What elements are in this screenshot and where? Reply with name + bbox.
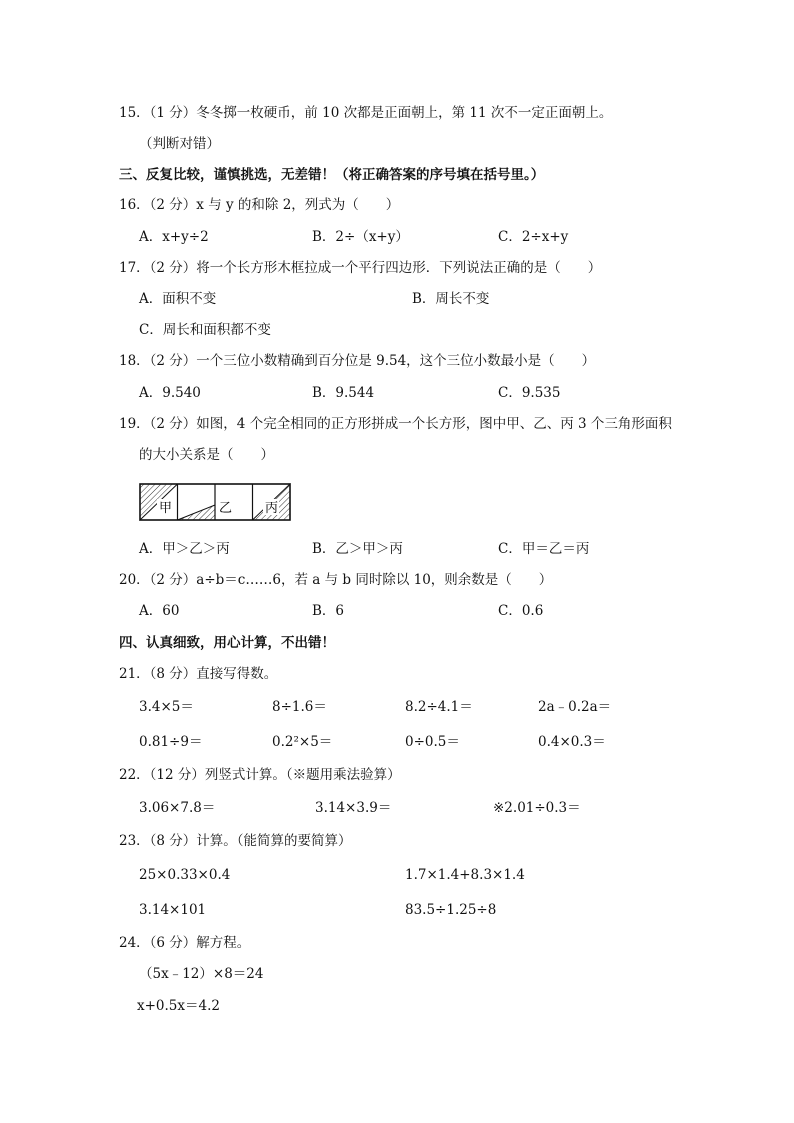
q18-stem: 18．（2 分）一个三位小数精确到百分位是 9.54，这个三位小数最小是（ ） bbox=[119, 353, 596, 369]
q21-stem: 21．（8 分）直接写得数。 bbox=[119, 666, 278, 682]
q22-stem: 22．（12 分）列竖式计算。（※题用乘法验算） bbox=[119, 767, 401, 783]
section-3-heading: 三、反复比较，谨慎挑选，无差错！（将正确答案的序号填在括号里。） bbox=[119, 167, 545, 183]
q21-item-2: 8÷1.6＝ bbox=[272, 699, 327, 715]
q15-line1: 15．（1 分）冬冬掷一枚硬币，前 10 次都是正面朝上，第 11 次不一定正面朝上。 bbox=[119, 105, 613, 121]
squares-triangles-diagram bbox=[139, 483, 291, 521]
q21-item-4: 2a﹣0.2a＝ bbox=[538, 699, 612, 715]
q16-stem: 16．（2 分）x 与 y 的和除 2，列式为（ ） bbox=[119, 197, 400, 213]
q24-stem: 24．（6 分）解方程。 bbox=[119, 935, 251, 951]
q21-item-5: 0.81÷9＝ bbox=[139, 734, 203, 750]
q20-option-a: A．60 bbox=[139, 603, 180, 619]
q23-item-2: 1.7×1.4+8.3×1.4 bbox=[405, 867, 525, 883]
q21-item-8: 0.4×0.3＝ bbox=[538, 734, 606, 750]
triangle-yi bbox=[178, 505, 216, 520]
q18-option-b: B．9.544 bbox=[312, 385, 375, 401]
q17-stem: 17．（2 分）将一个长方形木框拉成一个平行四边形．下列说法正确的是（ ） bbox=[119, 260, 602, 276]
q22-item-2: 3.14×3.9＝ bbox=[315, 800, 392, 816]
q17-option-c: C．周长和面积都不变 bbox=[139, 322, 271, 338]
q21-item-3: 8.2÷4.1＝ bbox=[405, 699, 473, 715]
q21-item-1: 3.4×5＝ bbox=[139, 699, 194, 715]
q19-figure bbox=[139, 483, 291, 521]
q19-stem-line1: 19．（2 分）如图，4 个完全相同的正方形拼成一个长方形，图中甲、乙、丙 3 个三角形面积 bbox=[119, 416, 672, 432]
q15-line2: （判断对错） bbox=[139, 136, 220, 152]
q23-stem: 23．（8 分）计算。（能简算的要简算） bbox=[119, 833, 352, 849]
q21-item-6: 0.2²×5＝ bbox=[272, 734, 333, 750]
q18-option-a: A．9.540 bbox=[139, 385, 201, 401]
q19-option-c: C．甲＝乙＝丙 bbox=[498, 541, 590, 557]
q20-option-b: B．6 bbox=[312, 603, 345, 619]
label-bing: 丙 bbox=[265, 501, 279, 516]
q16-option-c: C．2÷x+y bbox=[498, 229, 569, 245]
q17-option-b: B．周长不变 bbox=[412, 291, 490, 307]
q19-stem-line2: 的大小关系是（ ） bbox=[139, 447, 274, 463]
q19-option-a: A．甲＞乙＞丙 bbox=[139, 541, 230, 557]
q18-option-c: C．9.535 bbox=[498, 385, 561, 401]
q23-item-4: 83.5÷1.25÷8 bbox=[405, 902, 497, 918]
q24-equation-2: x+0.5x＝4.2 bbox=[137, 998, 220, 1014]
q20-option-c: C．0.6 bbox=[498, 603, 544, 619]
section-4-heading: 四、认真细致，用心计算，不出错！ bbox=[119, 635, 335, 651]
label-yi: 乙 bbox=[219, 501, 233, 516]
q21-item-7: 0÷0.5＝ bbox=[405, 734, 460, 750]
q19-option-b: B．乙＞甲＞丙 bbox=[312, 541, 403, 557]
label-jia: 甲 bbox=[159, 501, 173, 516]
q22-item-1: 3.06×7.8＝ bbox=[139, 800, 216, 816]
q20-stem: 20．（2 分）a÷b＝c……6，若 a 与 b 同时除以 10，则余数是（ ） bbox=[119, 572, 553, 588]
q24-equation-1: （5x﹣12）×8＝24 bbox=[139, 966, 264, 982]
q22-item-3: ※2.01÷0.3＝ bbox=[493, 800, 581, 816]
q16-option-b: B．2÷（x+y） bbox=[312, 229, 409, 245]
q16-option-a: A．x+y÷2 bbox=[139, 229, 209, 245]
q23-item-3: 3.14×101 bbox=[139, 902, 207, 918]
q17-option-a: A．面积不变 bbox=[139, 291, 217, 307]
q23-item-1: 25×0.33×0.4 bbox=[139, 867, 231, 883]
